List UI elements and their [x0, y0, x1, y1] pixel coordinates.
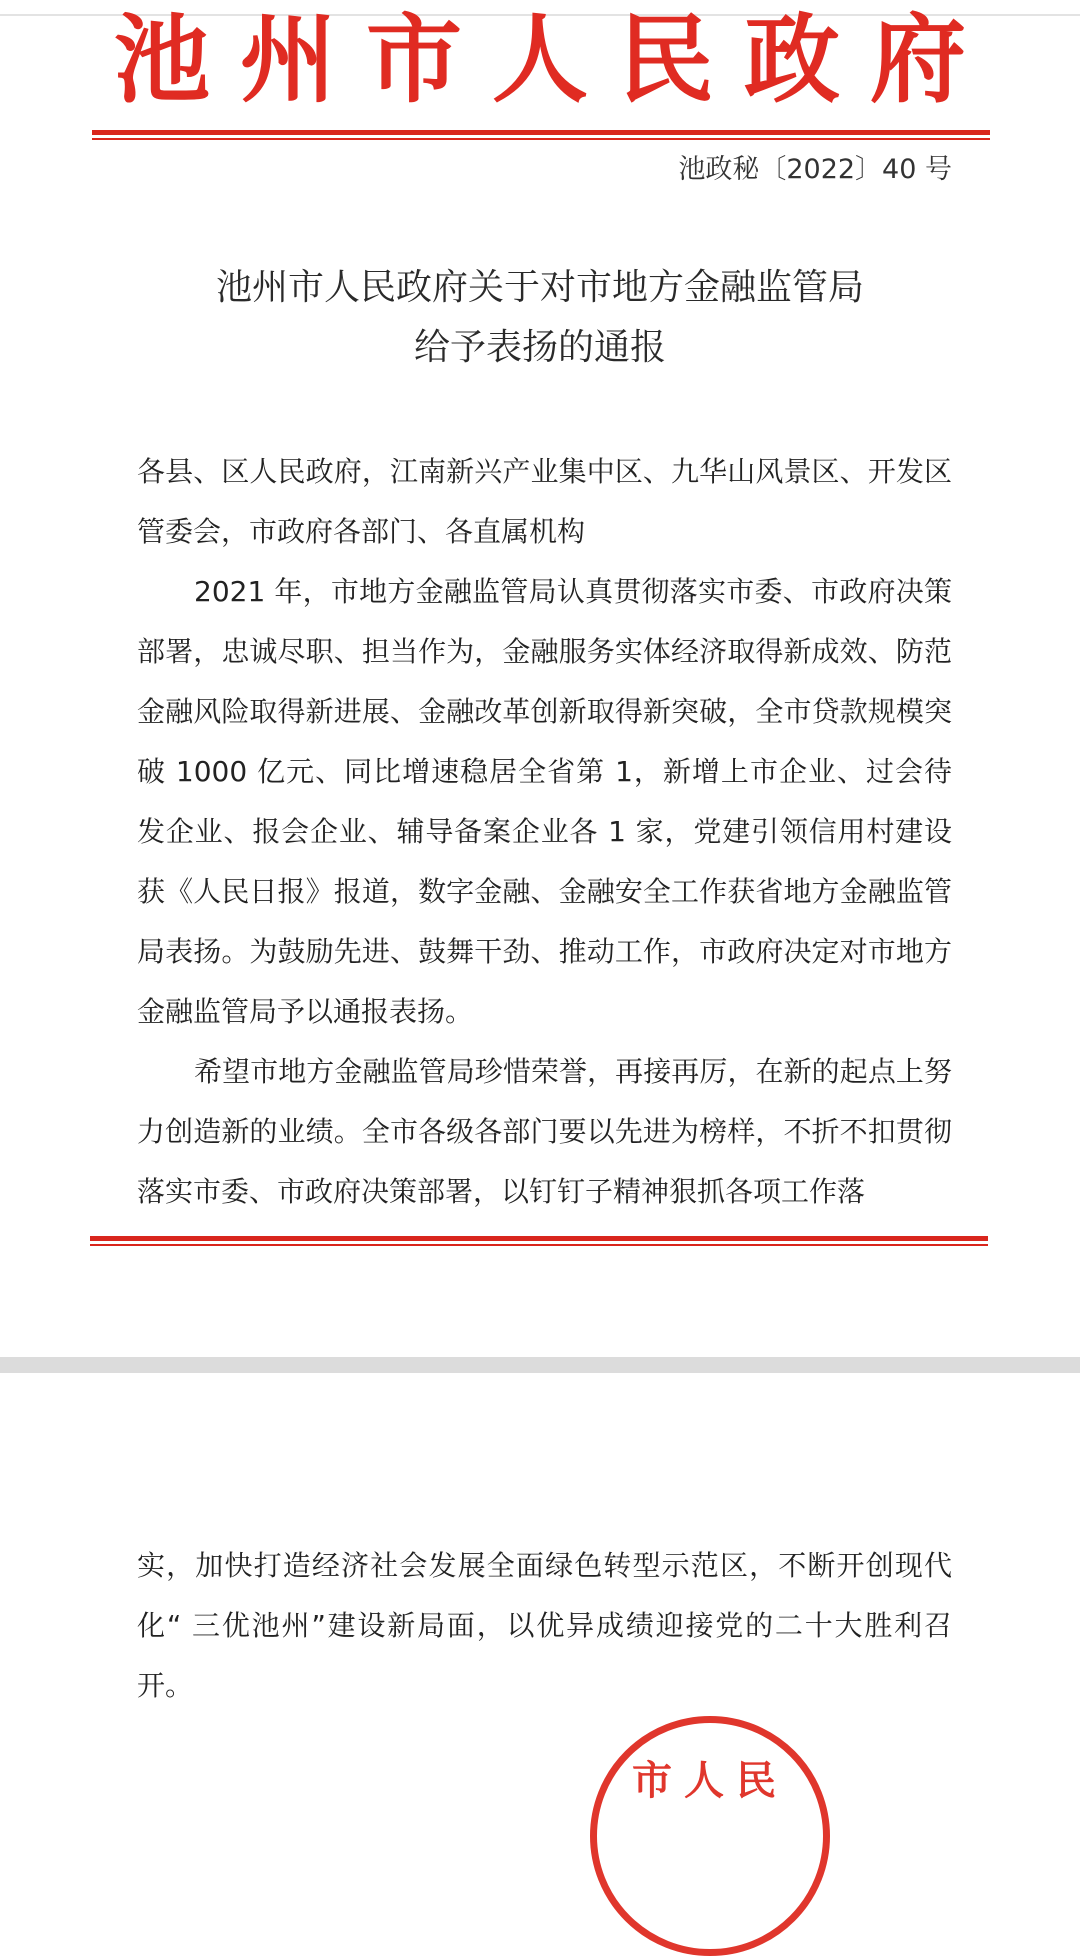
footer-red-rule [90, 1236, 988, 1241]
title-line-1: 池州市人民政府关于对市地方金融监管局 [215, 267, 864, 308]
seal-text: 市人民 [632, 1757, 788, 1804]
title-line-2: 给予表扬的通报 [413, 327, 666, 368]
document-body-page-1 [137, 442, 952, 1222]
page-separator [0, 1357, 1080, 1373]
header-red-rule [92, 130, 990, 135]
header-red-rule-thin [92, 138, 990, 140]
paragraph-2-part-1: 希望市地方金融监管局珍惜荣誉，再接再厉，在新的起点上努力创造新的业绩。全市各级各部门要以先进为榜样，不折不扣贯彻落实市委、市政府决策部署，以钉钉子精神狠抓各项工作落 [137, 1055, 952, 1208]
addressee: 各县、区人民政府，江南新兴产业集中区、九华山风景区、开发区管委会，市政府各部门、各直属机构 [137, 455, 952, 548]
document-number: 池政秘〔2022〕40 号 [678, 154, 952, 185]
document-body-page-2 [137, 1536, 952, 1716]
footer-red-rule-thin [90, 1244, 988, 1246]
official-seal-icon [590, 1716, 830, 1956]
paragraph-1: 2021 年，市地方金融监管局认真贯彻落实市委、市政府决策部署，忠诚尽职、担当作为，金融服务实体经济取得新成效、防范金融风险取得新进展、金融改革创新取得新突破，全市贷款规模突破 1000 亿元、同比增速稳居全省第 1，新增上市企业、过会待发企业、报会企业、辅导备案企业各 1 家，党建引领信用村建设获《人民日报》报道，数字金融、金融安全工作获省地方金融监管局表扬。为鼓励先进、鼓舞干劲、推动工作，市政府决定对市地方金融监管局予以通报表扬。 [137, 575, 952, 1028]
paragraph-2-part-2: 实，加快打造经济社会发展全面绿色转型示范区，不断开创现代化“ 三优池州”建设新局面，以优异成绩迎接党的二十大胜利召开。 [137, 1549, 952, 1702]
masthead-title: 池州市人民政府 [114, 3, 996, 116]
document-title [0, 258, 1080, 378]
